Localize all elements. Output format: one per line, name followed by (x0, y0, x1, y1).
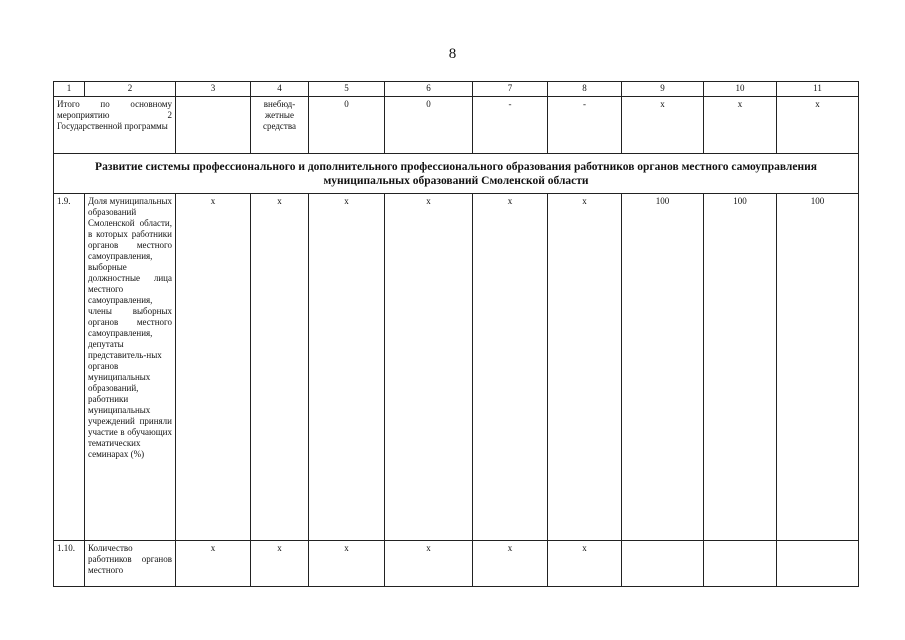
table-cell: x (309, 194, 385, 541)
table-cell: x (704, 97, 777, 154)
column-header: 1 (54, 82, 85, 97)
row-number: 1.10. (54, 541, 85, 587)
table-cell: x (777, 97, 859, 154)
table-cell: x (385, 541, 473, 587)
column-header: 9 (622, 82, 704, 97)
column-header: 3 (176, 82, 251, 97)
table-cell: 100 (622, 194, 704, 541)
column-header: 5 (309, 82, 385, 97)
table-cell: x (548, 541, 622, 587)
table-cell: x (548, 194, 622, 541)
total-row (54, 97, 859, 154)
table-cell (704, 541, 777, 587)
table-cell: 0 (309, 97, 385, 154)
table-cell: x (385, 194, 473, 541)
table-cell: 100 (777, 194, 859, 541)
table-cell: x (176, 194, 251, 541)
table-cell: 100 (704, 194, 777, 541)
total-row-col3 (176, 97, 251, 154)
table-cell: x (309, 541, 385, 587)
row-label: Доля муниципальных образований Смоленской области, в которых работники органов местного самоуправления, выборные должностные лица местного самоуправления, члены выборных органов местного самоуправления, депутаты представитель-ных органов муниципальных образований, работники муниципальных учреждений приняли участие в обучающих тематических семинарах (%) (85, 194, 176, 541)
section-title: Развитие системы профессионального и дополнительного профессионального образования работников органов местного самоуправления муниципальных образований Смоленской области (54, 154, 859, 194)
section-heading-row (54, 154, 859, 194)
column-header: 4 (251, 82, 309, 97)
table-cell (622, 541, 704, 587)
column-header: 10 (704, 82, 777, 97)
column-number-row (54, 82, 859, 97)
table-cell: x (251, 541, 309, 587)
table-cell: - (473, 97, 548, 154)
table-row (54, 541, 859, 587)
table-cell: x (473, 194, 548, 541)
table-cell: x (176, 541, 251, 587)
column-header: 2 (85, 82, 176, 97)
table-cell (777, 541, 859, 587)
table-cell: x (473, 541, 548, 587)
table-cell: 0 (385, 97, 473, 154)
table-cell: - (548, 97, 622, 154)
table-cell: x (251, 194, 309, 541)
row-label: Количество работников органов местного (85, 541, 176, 587)
total-row-funding-source: внебюд-жетные средства (251, 97, 309, 154)
page-number: 8 (448, 46, 457, 62)
column-header: 6 (385, 82, 473, 97)
table-cell: x (622, 97, 704, 154)
column-header: 7 (473, 82, 548, 97)
column-header: 8 (548, 82, 622, 97)
indicators-table (53, 81, 859, 587)
column-header: 11 (777, 82, 859, 97)
total-row-label: Итого по основному мероприятию 2 Государственной программы (54, 97, 176, 154)
table-row (54, 194, 859, 541)
row-number: 1.9. (54, 194, 85, 541)
